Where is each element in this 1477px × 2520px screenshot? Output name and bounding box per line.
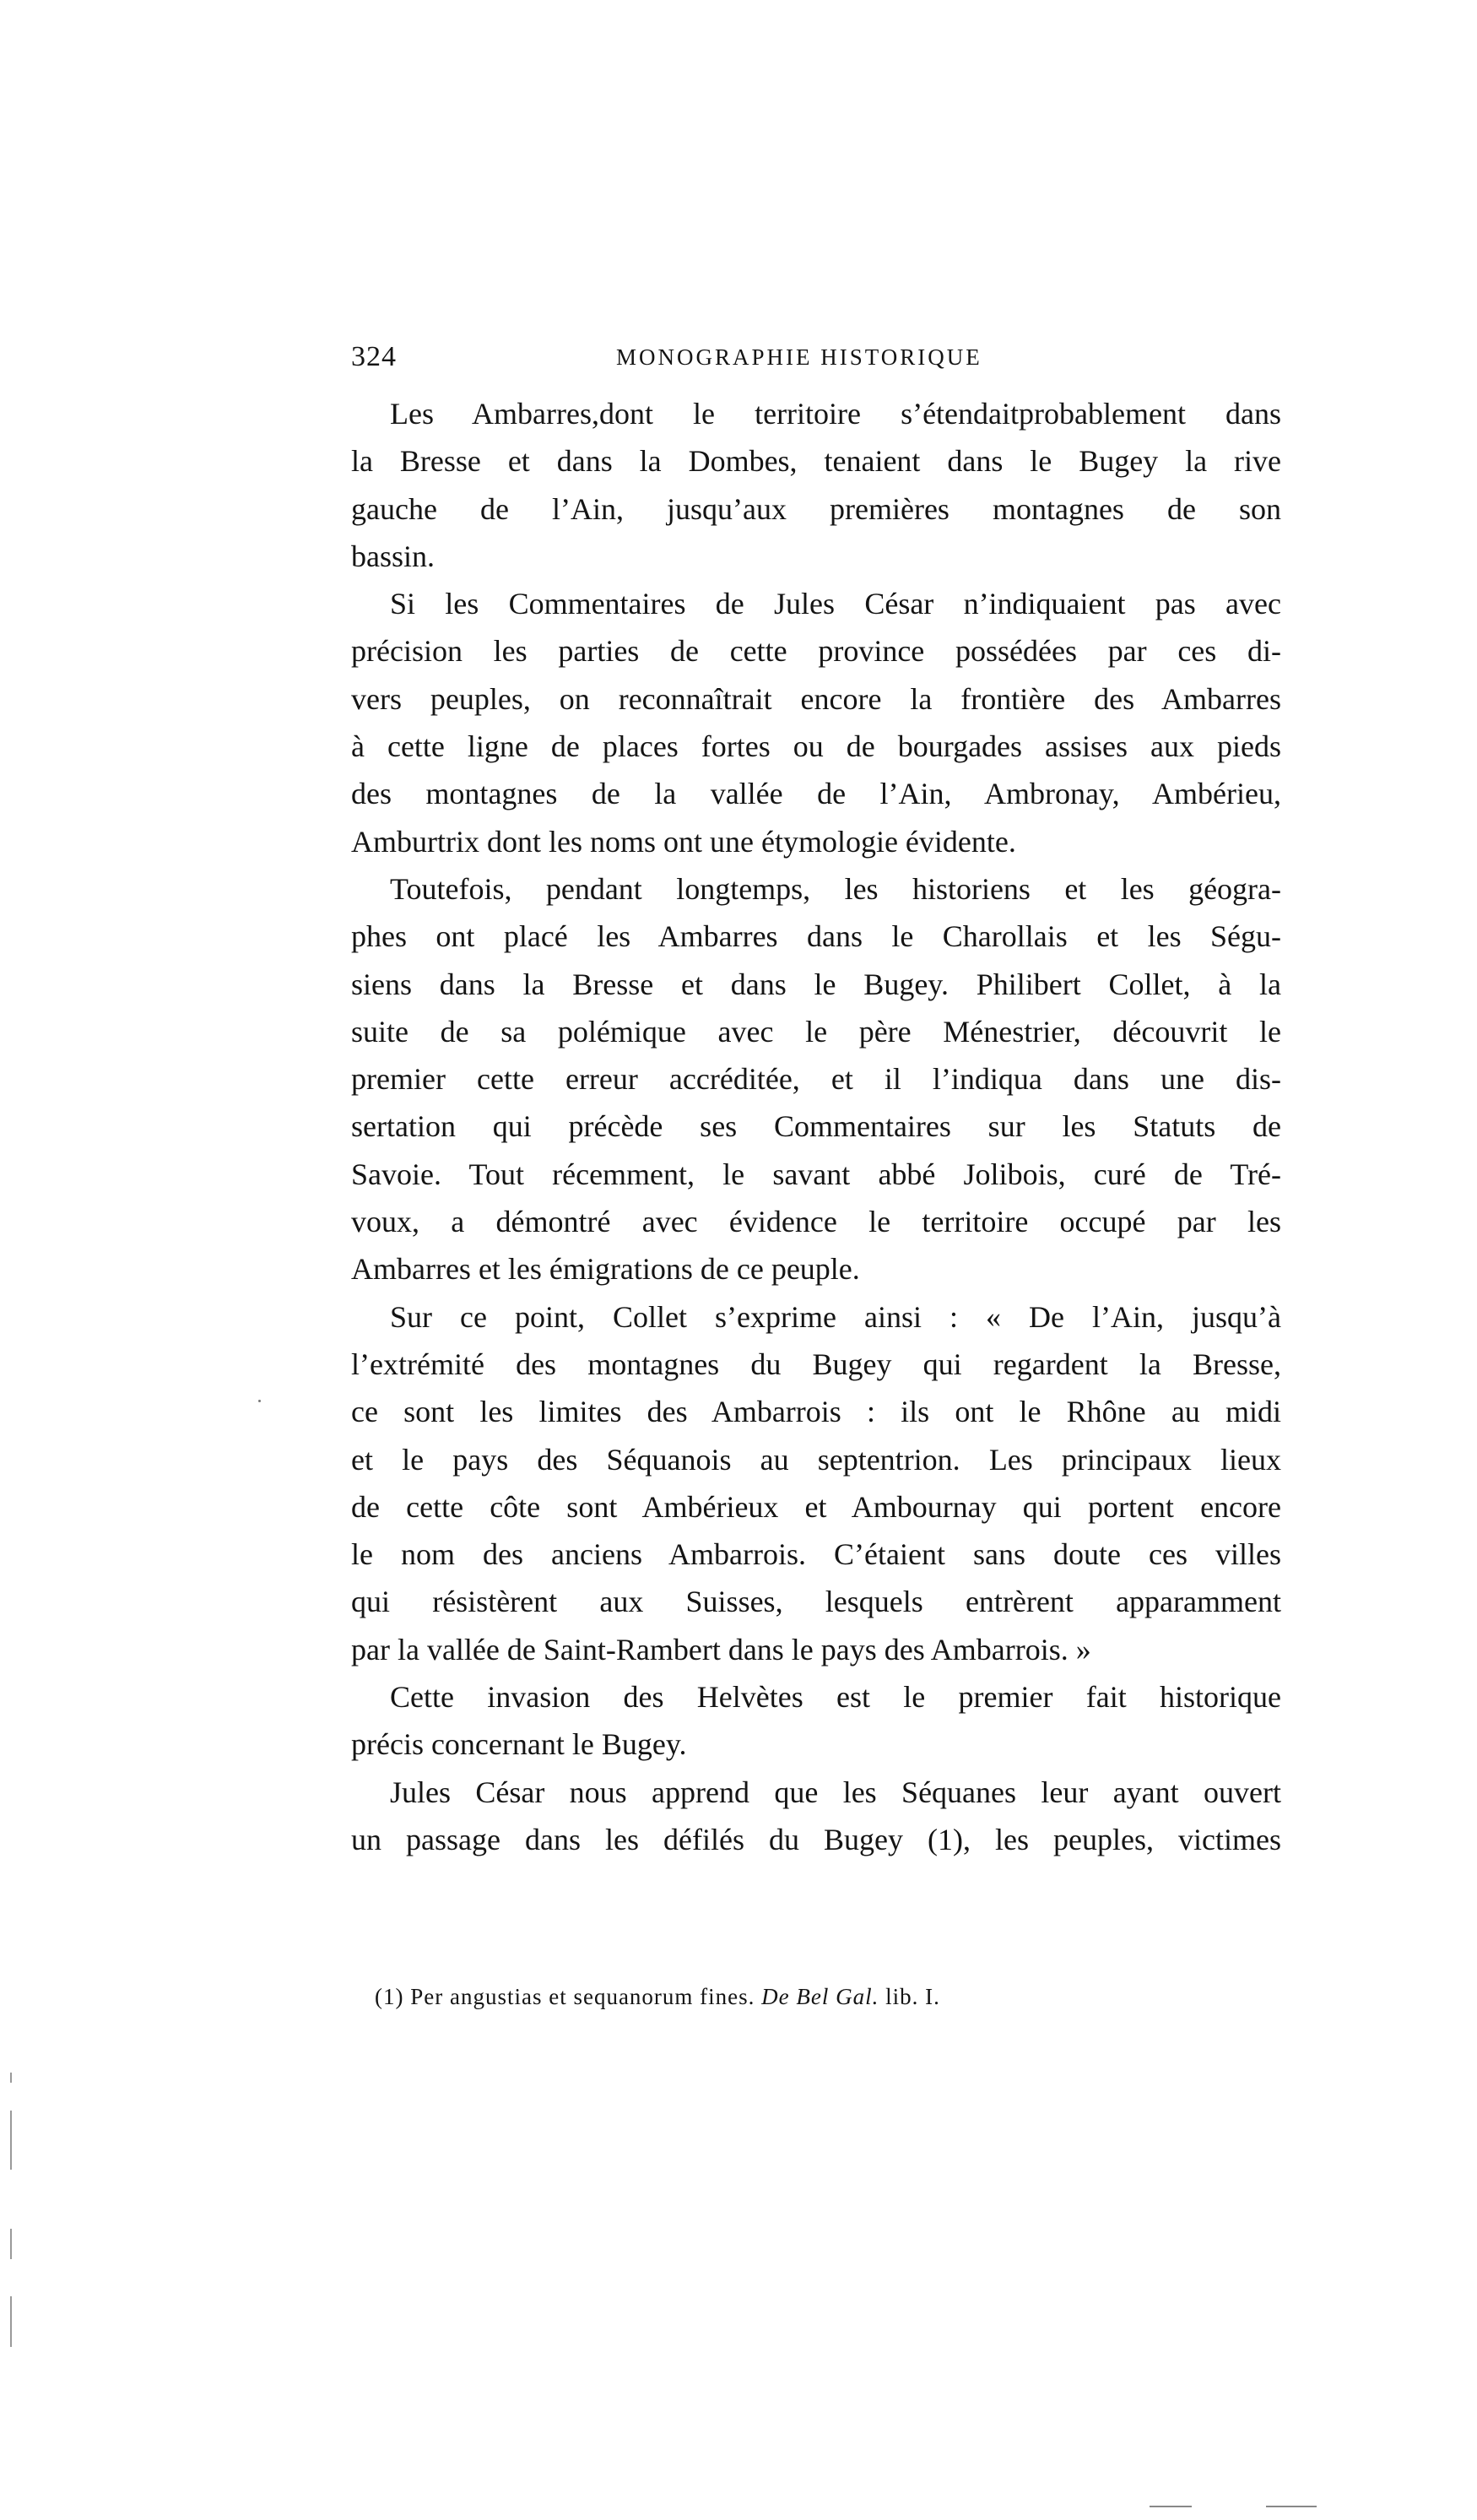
text-line: Amburtrix dont les noms ont une étymologie évidente. bbox=[351, 824, 1016, 859]
text-line: suite de sa polémique avec le père Ménestrier, découvrit le bbox=[351, 1014, 1281, 1049]
text-line: premier cette erreur accréditée, et il l’indiqua dans une dis- bbox=[351, 1062, 1281, 1097]
scan-edge-mark bbox=[1266, 2506, 1317, 2507]
margin-mark bbox=[10, 2073, 12, 2083]
text-line: Toutefois, pendant longtemps, les historiens et les géogra- bbox=[390, 871, 1281, 906]
text-line: bassin. bbox=[351, 539, 435, 573]
text-line: le nom des anciens Ambarrois. C’étaient sans doute ces villes bbox=[351, 1537, 1281, 1572]
page-number: 324 bbox=[351, 341, 397, 372]
text-line: vers peuples, on reconnaîtrait encore la frontière des Ambarres bbox=[351, 681, 1281, 716]
body-text bbox=[351, 390, 1281, 1863]
margin-mark bbox=[10, 2296, 12, 2347]
text-line: Sur ce point, Collet s’exprime ainsi : « De l’Ain, jusqu’à bbox=[390, 1299, 1281, 1334]
text-line: qui résistèrent aux Suisses, lesquels entrèrent apparamment bbox=[351, 1585, 1281, 1619]
text-line: siens dans la Bresse et dans le Bugey. Philibert Collet, à la bbox=[351, 967, 1281, 1001]
margin-mark bbox=[10, 2111, 12, 2170]
footnote-source-reference: lib. I. bbox=[885, 1984, 940, 2009]
text-line: un passage dans les défilés du Bugey (1), les peuples, victimes bbox=[351, 1822, 1281, 1856]
text-line: Si les Commentaires de Jules César n’indiquaient pas avec bbox=[390, 587, 1281, 621]
text-line: Ambarres et les émigrations de ce peuple. bbox=[351, 1252, 860, 1287]
text-line: à cette ligne de places fortes ou de bourgades assises aux pieds bbox=[351, 729, 1281, 764]
footnote-text: Per angustias et sequanorum fines. bbox=[410, 1984, 755, 2009]
text-line: et le pays des Séquanois au septentrion. Les principaux lieux bbox=[351, 1442, 1281, 1477]
footnote-source-title: De Bel Gal. bbox=[761, 1984, 879, 2009]
text-line: Savoie. Tout récemment, le savant abbé Jolibois, curé de Tré- bbox=[351, 1157, 1281, 1191]
text-line: des montagnes de la vallée de l’Ain, Ambronay, Ambérieu, bbox=[351, 777, 1281, 811]
text-line: l’extrémité des montagnes du Bugey qui regardent la Bresse, bbox=[351, 1347, 1281, 1381]
scan-edge-mark bbox=[1150, 2506, 1192, 2507]
text-line: par la vallée de Saint-Rambert dans le pays des Ambarrois. » bbox=[351, 1632, 1091, 1666]
running-title: MONOGRAPHIE HISTORIQUE bbox=[616, 344, 982, 370]
margin-mark bbox=[10, 2229, 12, 2259]
text-line: Cette invasion des Helvètes est le premier fait historique bbox=[390, 1680, 1281, 1715]
text-line: voux, a démontré avec évidence le territoire occupé par les bbox=[351, 1205, 1281, 1239]
text-line: de cette côte sont Ambérieux et Ambournay qui portent encore bbox=[351, 1489, 1281, 1524]
footnote bbox=[375, 1984, 940, 2010]
text-line: gauche de l’Ain, jusqu’aux premières montagnes de son bbox=[351, 491, 1281, 526]
text-line: sertation qui précède ses Commentaires sur les Statuts de bbox=[351, 1109, 1281, 1144]
text-line: Jules César nous apprend que les Séquanes leur ayant ouvert bbox=[390, 1775, 1281, 1809]
running-head bbox=[351, 341, 1281, 375]
text-line: la Bresse et dans la Dombes, tenaient dans le Bugey la rive bbox=[351, 444, 1281, 479]
text-line: phes ont placé les Ambarres dans le Charollais et les Ségu- bbox=[351, 919, 1281, 954]
margin-speck bbox=[258, 1400, 261, 1402]
text-line: précis concernant le Bugey. bbox=[351, 1727, 687, 1762]
footnote-marker: (1) bbox=[375, 1984, 404, 2009]
text-line: ce sont les limites des Ambarrois : ils ont le Rhône au midi bbox=[351, 1395, 1281, 1429]
text-line: précision les parties de cette province possédées par ces di- bbox=[351, 634, 1281, 669]
text-line: Les Ambarres,dont le territoire s’étendaitprobablement dans bbox=[390, 397, 1281, 431]
